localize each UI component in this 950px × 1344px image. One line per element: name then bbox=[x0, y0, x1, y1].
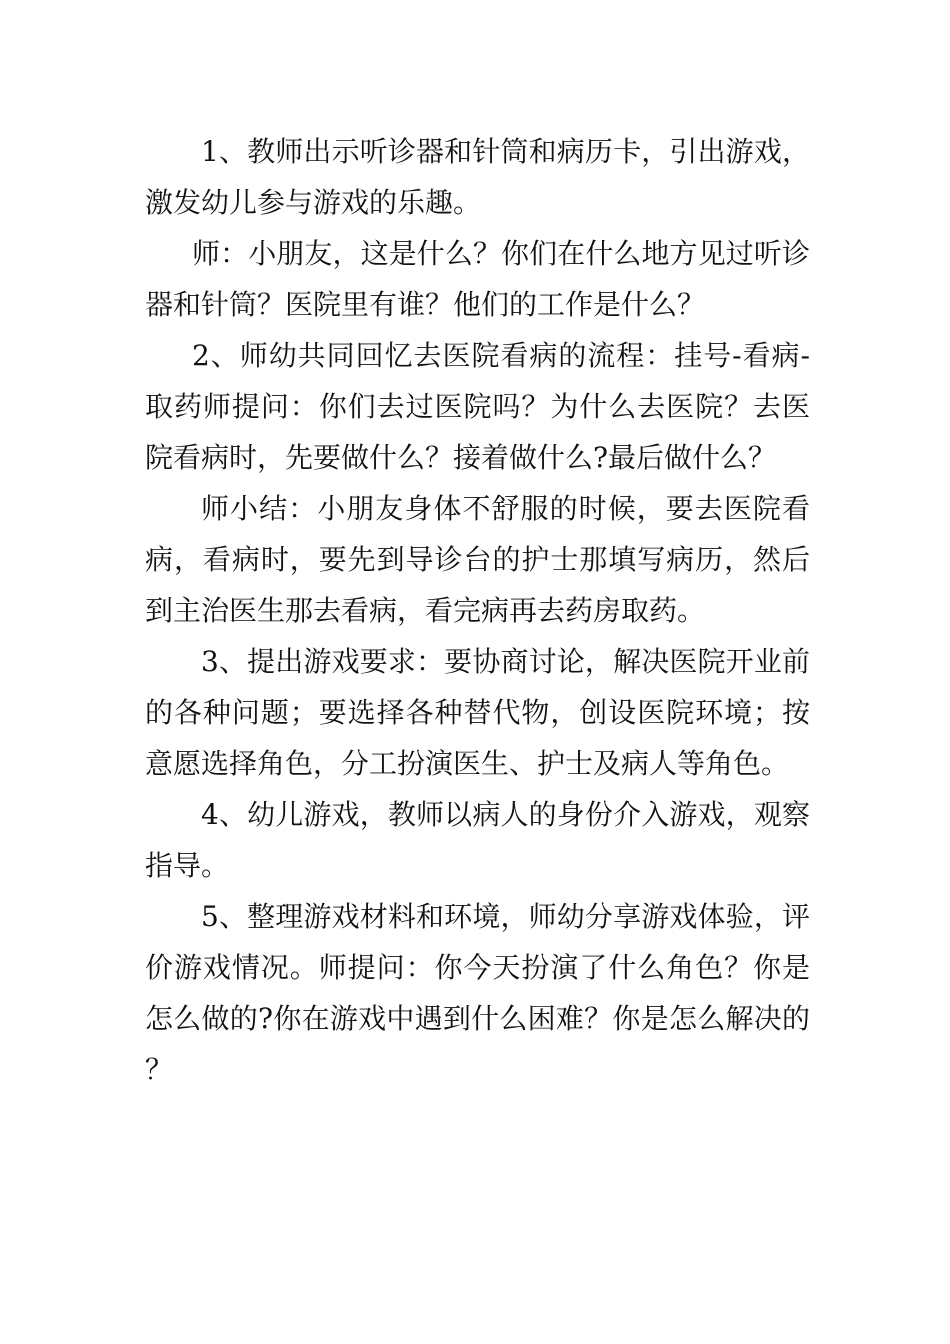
paragraph-step-4: 4、幼儿游戏，教师以病人的身份介入游戏，观察指导。 bbox=[145, 798, 810, 882]
paragraph-step-1: 1、教师出示听诊器和针筒和病历卡，引出游戏，激发幼儿参与游戏的乐趣。 bbox=[145, 135, 810, 219]
document-body bbox=[145, 126, 810, 1095]
paragraph-step-5: 5、整理游戏材料和环境，师幼分享游戏体验，评价游戏情况。师提问：你今天扮演了什么角色？你是怎么做的?你在游戏中遇到什么困难？你是怎么解决的？ bbox=[145, 900, 810, 1086]
paragraph-teacher-question: 师：小朋友，这是什么？你们在什么地方见过听诊器和针筒？医院里有谁？他们的工作是什么？ bbox=[145, 237, 810, 321]
paragraph-step-3: 3、提出游戏要求：要协商讨论，解决医院开业前的各种问题；要选择各种替代物，创设医院环境；按意愿选择角色，分工扮演医生、护士及病人等角色。 bbox=[145, 645, 810, 780]
paragraph-teacher-summary: 师小结：小朋友身体不舒服的时候，要去医院看病，看病时，要先到导诊台的护士那填写病历，然后到主治医生那去看病，看完病再去药房取药。 bbox=[145, 492, 810, 627]
paragraph-step-2: 2、师幼共同回忆去医院看病的流程：挂号-看病-取药师提问：你们去过医院吗？为什么去医院？去医院看病时，先要做什么？接着做什么?最后做什么？ bbox=[145, 339, 810, 474]
